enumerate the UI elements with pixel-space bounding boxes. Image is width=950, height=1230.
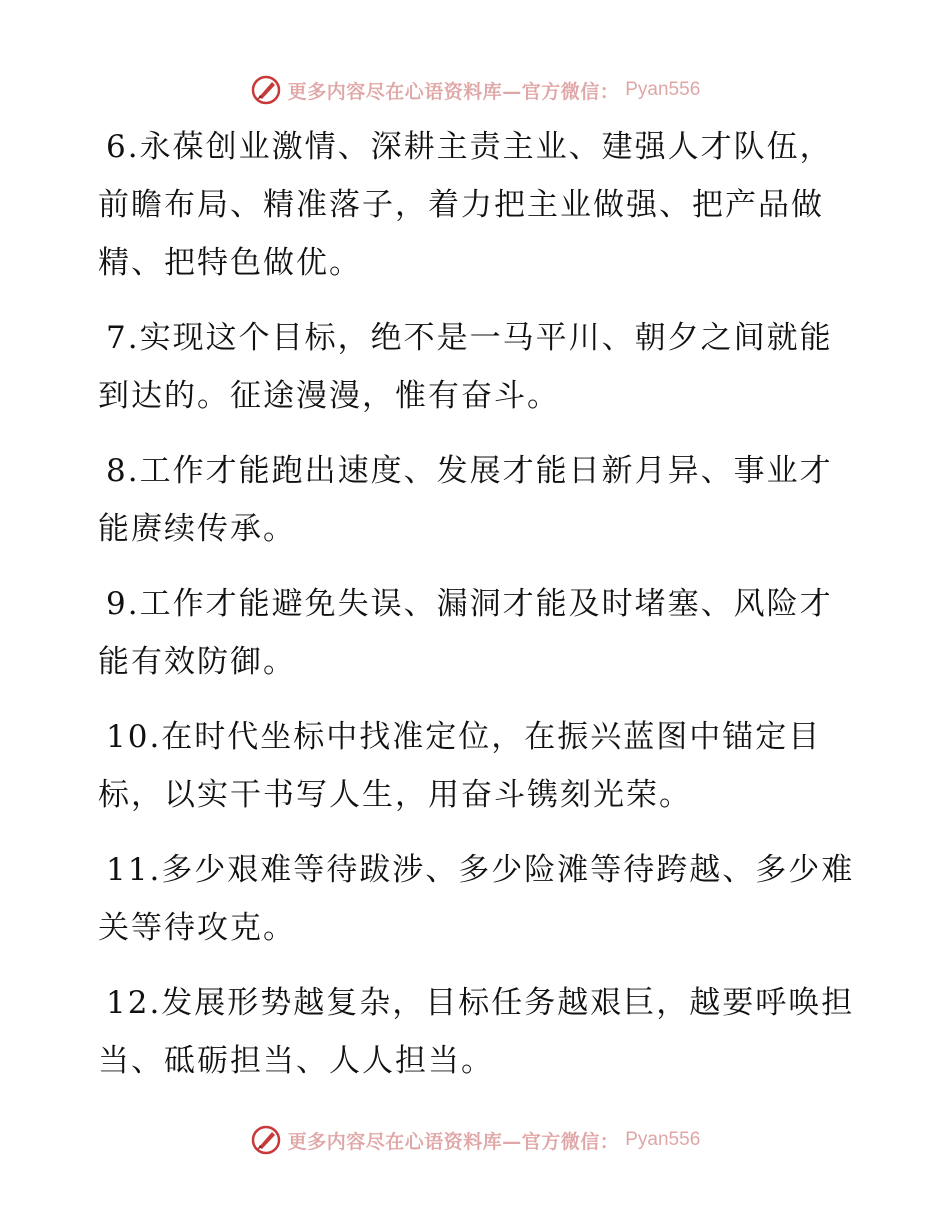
list-item: 9.工作才能避免失误、漏洞才能及时堵塞、风险才能有效防御。: [98, 586, 833, 680]
list-item: 6.永葆创业激情、深耕主责主业、建强人才队伍，前瞻布局、精准落子，着力把主业做强、把产品做精、把特色做优。: [98, 129, 833, 281]
list-item: 10.在时代坐标中找准定位，在振兴蓝图中锚定目标，以实干书写人生，用奋斗镌刻光荣。: [98, 719, 822, 813]
list-item: 11.多少艰难等待跋涉、多少险滩等待跨越、多少难关等待攻克。: [98, 852, 855, 946]
list-item: 7.实现这个目标，绝不是一马平川、朝夕之间就能到达的。征途漫漫，惟有奋斗。: [98, 320, 833, 414]
watermark-wechat-id: Pyan556: [625, 1129, 701, 1150]
document-body: [98, 118, 858, 1107]
watermark-text: 更多内容尽在心语资料库—官方微信：: [287, 80, 620, 103]
quill-logo-icon: [250, 74, 282, 106]
header-watermark: [0, 70, 950, 110]
watermark-wechat-id: Pyan556: [625, 79, 701, 100]
quill-logo-icon: [250, 1124, 282, 1156]
list-item: 12.发展形势越复杂，目标任务越艰巨，越要呼唤担当、砥砺担当、人人担当。: [98, 985, 855, 1079]
list-item: 8.工作才能跑出速度、发展才能日新月异、事业才能赓续传承。: [98, 453, 833, 547]
footer-watermark: [0, 1120, 950, 1160]
watermark-text: 更多内容尽在心语资料库—官方微信：: [287, 1130, 620, 1153]
